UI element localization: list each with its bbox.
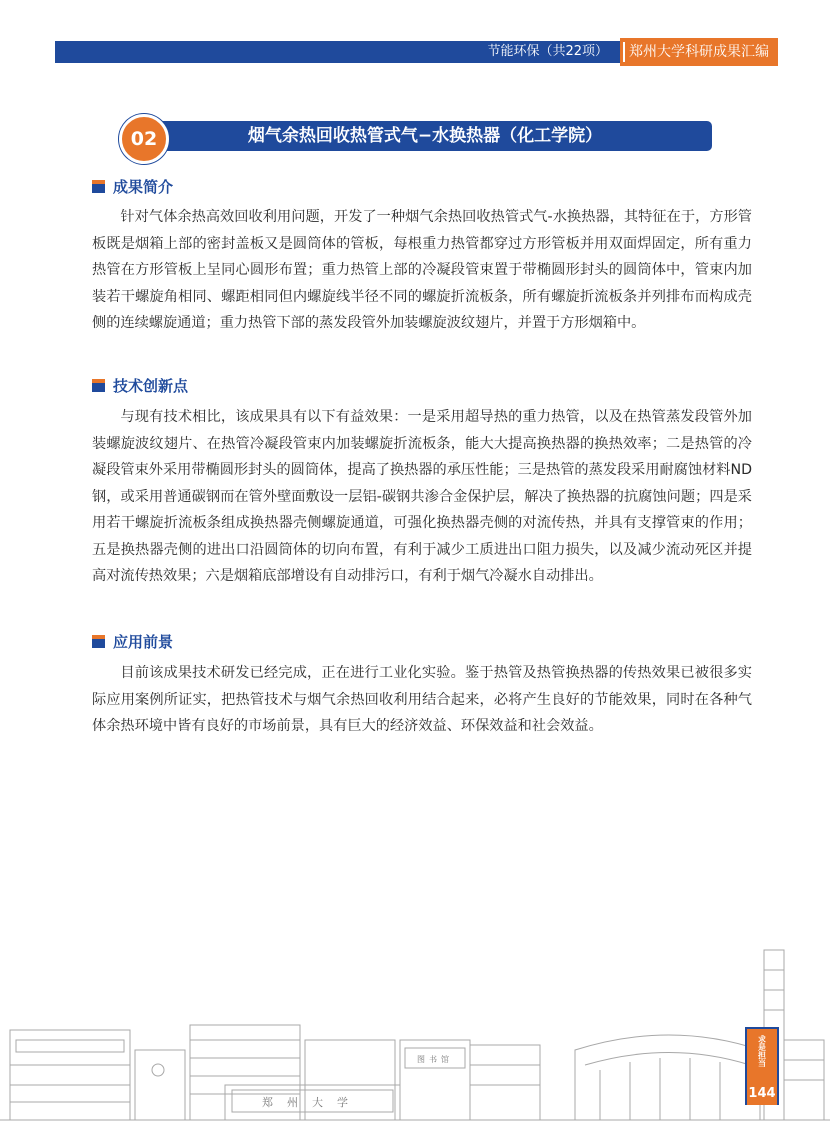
project-number-badge bbox=[119, 114, 169, 164]
section-bullet-icon bbox=[92, 635, 105, 648]
motto-text: 求是担当 bbox=[757, 1035, 767, 1067]
section-heading-label: 应用前景 bbox=[113, 632, 174, 651]
section-heading-intro bbox=[92, 176, 173, 196]
project-title-bar bbox=[128, 121, 712, 151]
section-heading-label: 技术创新点 bbox=[113, 376, 189, 395]
section-bullet-icon bbox=[92, 180, 105, 193]
library-inscription: 图书馆 bbox=[417, 1055, 453, 1064]
section-bullet-icon bbox=[92, 379, 105, 392]
gate-inscription: 郑州大学 bbox=[262, 1096, 362, 1109]
section-heading-label: 成果简介 bbox=[113, 177, 174, 196]
book-title: 郑州大学科研成果汇编 bbox=[629, 44, 769, 60]
campus-skyline-illustration bbox=[0, 940, 830, 1123]
section-paragraph-intro: 针对气体余热高效回收利用问题，开发了一种烟气余热回收热管式气-水换热器，其特征在于，方形管板既是烟箱上部的密封盖板又是圆筒体的管板，每根重力热管都穿过方形管板并用双面焊固定，所有重力热管在方形管板上呈同心圆形布置；重力热管上部的冷凝段管束置于带椭圆形封头的圆筒体中，管束内加装若干螺旋角相同、螺距相同但内螺旋线半径不同的螺旋折流板条，所有螺旋折流板条并列排布而构成壳侧的连续螺旋通道；重力热管下部的蒸发段管外加装螺旋波纹翅片，并置于方形烟箱中。 bbox=[92, 209, 752, 331]
section-paragraph-innovation: 与现有技术相比，该成果具有以下有益效果：一是采用超导热的重力热管，以及在热管蒸发段管外加装螺旋波纹翅片、在热管冷凝段管束内加装螺旋折流板条，能大大提高换热器的换热效率；二是热管的冷凝段管束外采用带椭圆形封头的圆筒体，提高了换热器的承压性能；三是热管的蒸发段采用耐腐蚀材料ND钢，或采用普通碳钢而在管外壁面敷设一层铝-碳钢共渗合金保护层，解决了换热器的抗腐蚀问题；四是采用若干螺旋折流板条组成换热器壳侧螺旋通道，可强化换热器壳侧的对流传热，并具有支撑管束的作用；五是换热器壳侧的进出口沿圆筒体的切向布置，有利于减少工质进出口阻力损失，以及减少流动死区并提高对流传热效果；六是烟箱底部增设有自动排污口，有利于烟气冷凝水自动排出。 bbox=[92, 409, 752, 584]
section-heading-prospects bbox=[92, 631, 173, 651]
project-number: 02 bbox=[130, 128, 158, 150]
header-band bbox=[55, 41, 620, 63]
page-number: 144 bbox=[748, 1086, 776, 1101]
section-label: 节能环保（共22项） bbox=[487, 44, 608, 59]
library-building bbox=[400, 1040, 470, 1120]
project-title: 烟气余热回收热管式气−水换热器（化工学院） bbox=[247, 126, 603, 146]
stadium bbox=[575, 1035, 760, 1120]
section-paragraph-prospects: 目前该成果技术研发已经完成，正在进行工业化实验。鉴于热管及热管换热器的传热效果已被很多实际应用案例所证实，把热管技术与烟气余热回收利用结合起来，必将产生良好的节能效果，同时在各种气体余热环境中皆有良好的市场前景，具有巨大的经济效益、环保效益和社会效益。 bbox=[92, 665, 752, 734]
left-building bbox=[10, 1030, 130, 1120]
page-tag bbox=[745, 1027, 779, 1105]
book-title-box bbox=[620, 38, 778, 66]
section-heading-innovation bbox=[92, 375, 188, 395]
